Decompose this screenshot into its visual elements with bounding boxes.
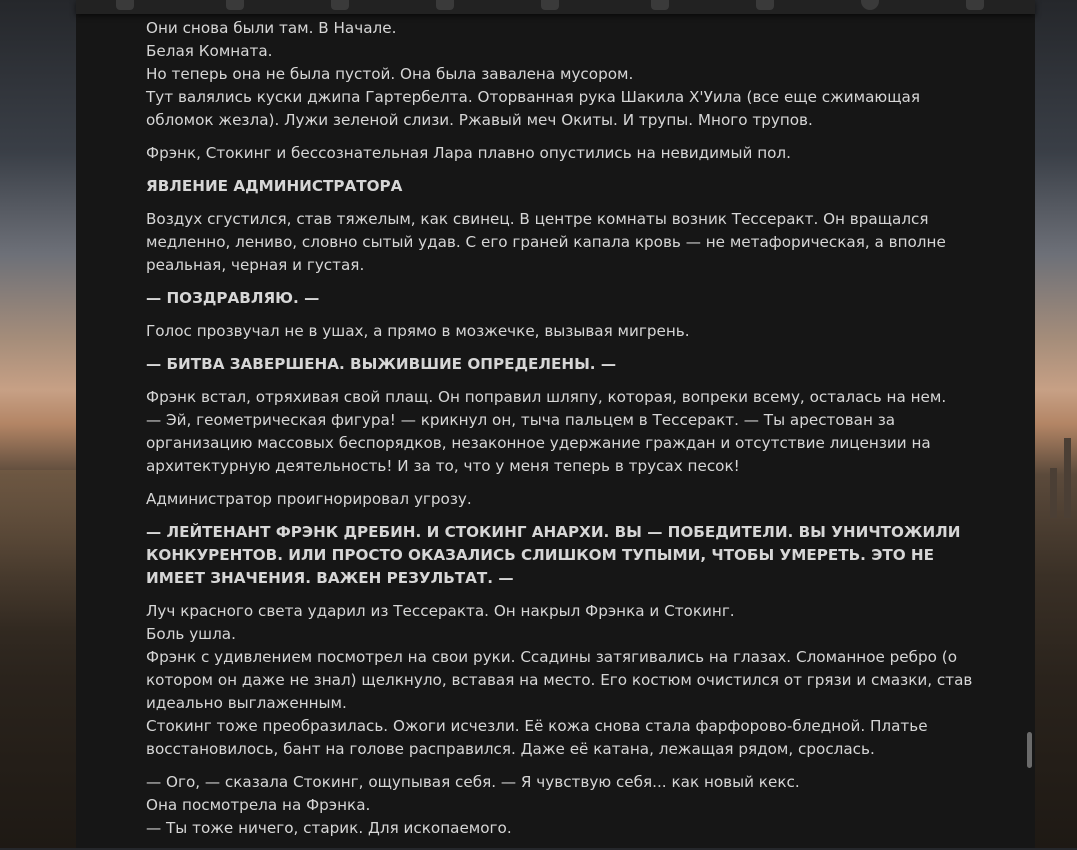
story-paragraph — [146, 142, 984, 165]
paragraph-line: Белая Комната. — [146, 42, 273, 60]
story-paragraph — [146, 488, 984, 511]
heading-paragraph — [146, 353, 984, 376]
paragraph-line: ЯВЛЕНИЕ АДМИНИСТРАТОРА — [146, 177, 403, 195]
story-paragraph — [146, 208, 984, 277]
paragraph-line: — Ого, — сказала Стокинг, ощупывая себя. — Я чувствую себя... как новый кекс. — [146, 773, 800, 791]
toolbar-icon[interactable] — [116, 0, 134, 10]
heading-paragraph — [146, 521, 984, 590]
toolbar-icon[interactable] — [861, 0, 879, 10]
heading-paragraph — [146, 175, 984, 198]
paragraph-line: Голос прозвучал не в ушах, а прямо в мозжечке, вызывая мигрень. — [146, 322, 690, 340]
paragraph-line: — БИТВА ЗАВЕРШЕНА. ВЫЖИВШИЕ ОПРЕДЕЛЕНЫ. — — [146, 355, 617, 373]
paragraph-line: — ЛЕЙТЕНАНТ ФРЭНК ДРЕБИН. И СТОКИНГ АНАРХИ. ВЫ — ПОБЕДИТЕЛИ. ВЫ УНИЧТОЖИЛИ КОНКУРЕНТОВ. ИЛИ ПРОСТО ОКАЗАЛИСЬ СЛИШКОМ ТУПЫМИ, ЧТОБЫ УМЕРЕТЬ. ЭТО НЕ ИМЕЕТ ЗНАЧЕНИЯ. ВАЖЕН РЕЗУЛЬТАТ. — — [146, 523, 961, 587]
paragraph-line: Фрэнк с удивлением посмотрел на свои руки. Ссадины затягивались на глазах. Сломанное ребро (о котором он даже не знал) щелкнуло, вставая на место. Его костюм очистился от грязи и смазки, став идеально выглаженным. — [146, 648, 973, 712]
top-toolbar — [76, 0, 1035, 14]
paragraph-line: Они снова были там. В Начале. — [146, 19, 397, 37]
paragraph-line: — Ты тоже ничего, старик. Для ископаемого. — [146, 819, 512, 837]
background-left — [0, 0, 76, 848]
paragraph-line: — ПОЗДРАВЛЯЮ. — — [146, 289, 320, 307]
paragraph-line: Боль ушла. — [146, 625, 236, 643]
toolbar-icon[interactable] — [226, 0, 244, 10]
background-right — [1035, 0, 1077, 848]
paragraph-line: Стокинг тоже преобразилась. Ожоги исчезли. Её кожа снова стала фарфорово-бледной. Платье восстановилось, бант на голове расправился. Даже её катана, лежащая рядом, срослась. — [146, 717, 928, 758]
toolbar-icon[interactable] — [331, 0, 349, 10]
story-paragraph — [146, 771, 984, 840]
story-paragraph — [146, 600, 984, 761]
toolbar-icon[interactable] — [756, 0, 774, 10]
paragraph-line: Тут валялись куски джипа Гартербелта. Оторванная рука Шакила Х'Уила (все еще сжимающая обломок жезла). Лужи зеленой слизи. Ржавый меч Окиты. И трупы. Много трупов. — [146, 88, 920, 129]
paragraph-line: Луч красного света ударил из Тессеракта. Он накрыл Фрэнка и Стокинг. — [146, 602, 735, 620]
paragraph-line: Фрэнк, Стокинг и бессознательная Лара плавно опустились на невидимый пол. — [146, 144, 791, 162]
paragraph-line: Воздух сгустился, став тяжелым, как свинец. В центре комнаты возник Тессеракт. Он вращался медленно, лениво, словно сытый удав. С его граней капала кровь — не метафорическая, а вполне реальная, черная и густая. — [146, 210, 946, 274]
heading-paragraph — [146, 287, 984, 310]
paragraph-line: Но теперь она не была пустой. Она была завалена мусором. — [146, 65, 634, 83]
toolbar-icon[interactable] — [966, 0, 984, 10]
paragraph-line: Администратор проигнорировал угрозу. — [146, 490, 472, 508]
paragraph-line: Фрэнк встал, отряхивая свой плащ. Он поправил шляпу, которая, вопреки всему, осталась на нем. — [146, 388, 947, 406]
story-paragraph — [146, 386, 984, 478]
toolbar-icon[interactable] — [541, 0, 559, 10]
paragraph-line: — Эй, геометрическая фигура! — крикнул он, тыча пальцем в Тессеракт. — Ты арестован за организацию массовых беспорядков, незаконное удержание граждан и отсутствие лицензии на архитектурную деятельность! И за то, что у меня теперь в трусах песок! — [146, 411, 931, 475]
scrollbar-thumb[interactable] — [1027, 732, 1032, 768]
toolbar-icon[interactable] — [651, 0, 669, 10]
paragraph-line: Она посмотрела на Фрэнка. — [146, 796, 371, 814]
toolbar-icon[interactable] — [436, 0, 454, 10]
story-paragraph — [146, 17, 984, 132]
story-paragraph — [146, 320, 984, 343]
message-content — [146, 17, 984, 850]
